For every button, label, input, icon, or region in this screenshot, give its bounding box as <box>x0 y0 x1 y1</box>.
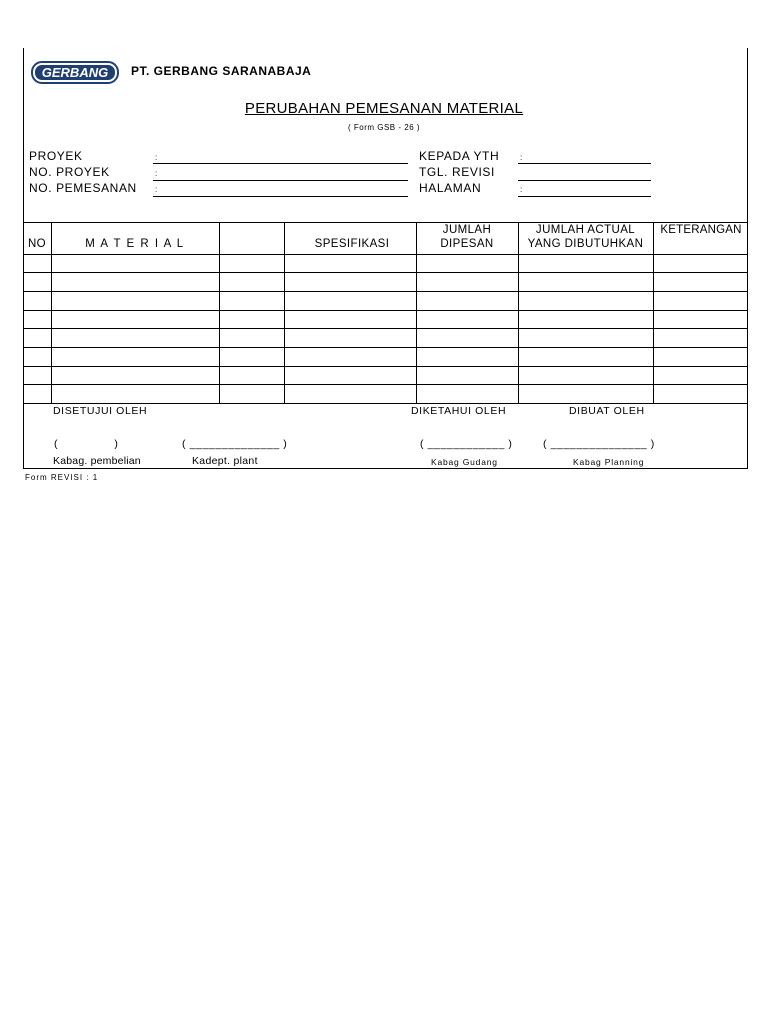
colon: : <box>155 169 158 178</box>
header-spesifikasi: SPESIFIKASI <box>314 238 390 250</box>
svg-text:GERBANG: GERBANG <box>41 65 109 80</box>
form-revision: Form REVISI : 1 <box>25 473 99 482</box>
label-no-pemesanan: NO. PEMESANAN <box>29 181 137 195</box>
dibuat-oleh: DIBUAT OLEH <box>569 405 645 417</box>
table-row-line <box>23 347 748 348</box>
label-no-proyek: NO. PROYEK <box>29 165 110 179</box>
signature-blank-kadept-plant[interactable]: ( ______________ ) <box>182 438 288 450</box>
table-header-border <box>23 254 748 255</box>
disetujui-oleh: DISETUJUI OLEH <box>53 405 148 417</box>
header-no: NO <box>27 238 47 250</box>
label-halaman: HALAMAN <box>419 181 482 195</box>
kabag-pembelian: Kabag. pembelian <box>53 455 141 467</box>
no-proyek-field[interactable] <box>153 180 408 181</box>
kadept-plant: Kadept. plant <box>192 455 258 467</box>
colon: : <box>155 185 158 194</box>
company-name: PT. GERBANG SARANABAJA <box>131 64 312 78</box>
table-row-line <box>23 291 748 292</box>
halaman-field[interactable] <box>518 196 651 197</box>
table-row-line <box>23 272 748 273</box>
kabag-gudang: Kabag Gudang <box>431 457 498 467</box>
colon: : <box>520 153 523 162</box>
header-yang-dibutuhkan: YANG DIBUTUHKAN <box>527 238 644 250</box>
label-proyek: PROYEK <box>29 149 83 163</box>
proyek-field[interactable] <box>153 163 408 164</box>
label-tgl-revisi: TGL. REVISI <box>419 165 495 179</box>
signature-blank-kabag-planning[interactable]: ( _______________ ) <box>543 438 655 450</box>
signature-blank-kabag-gudang[interactable]: ( ____________ ) <box>420 438 513 450</box>
header-dipesan: DIPESAN <box>440 238 494 250</box>
signature-blank-kabag-pembelian[interactable]: ( ) <box>54 438 119 450</box>
header-material: M A T E R I A L <box>85 238 185 250</box>
table-row-line <box>23 328 748 329</box>
header-jumlah: JUMLAH <box>442 224 492 236</box>
form-code: ( Form GSB - 26 ) <box>347 123 421 132</box>
table-col-line <box>219 222 220 403</box>
table-col-line <box>653 222 654 403</box>
diketahui-oleh: DIKETAHUI OLEH <box>411 405 507 417</box>
form-title: PERUBAHAN PEMESANAN MATERIAL <box>244 100 524 117</box>
header-jumlah-actual: JUMLAH ACTUAL <box>535 224 636 236</box>
gerbang-logo <box>31 59 119 86</box>
colon: : <box>155 153 158 162</box>
tgl-revisi-field[interactable] <box>518 180 651 181</box>
label-kepada-yth: KEPADA YTH <box>419 149 500 163</box>
table-bottom-border <box>23 403 748 404</box>
table-row-line <box>23 366 748 367</box>
table-row-line <box>23 384 748 385</box>
colon: : <box>520 185 523 194</box>
table-row-line <box>23 310 748 311</box>
kepada-yth-field[interactable] <box>518 163 651 164</box>
no-pemesanan-field[interactable] <box>153 196 408 197</box>
header-keterangan: KETERANGAN <box>660 224 742 236</box>
kabag-planning: Kabag Planning <box>573 457 645 467</box>
